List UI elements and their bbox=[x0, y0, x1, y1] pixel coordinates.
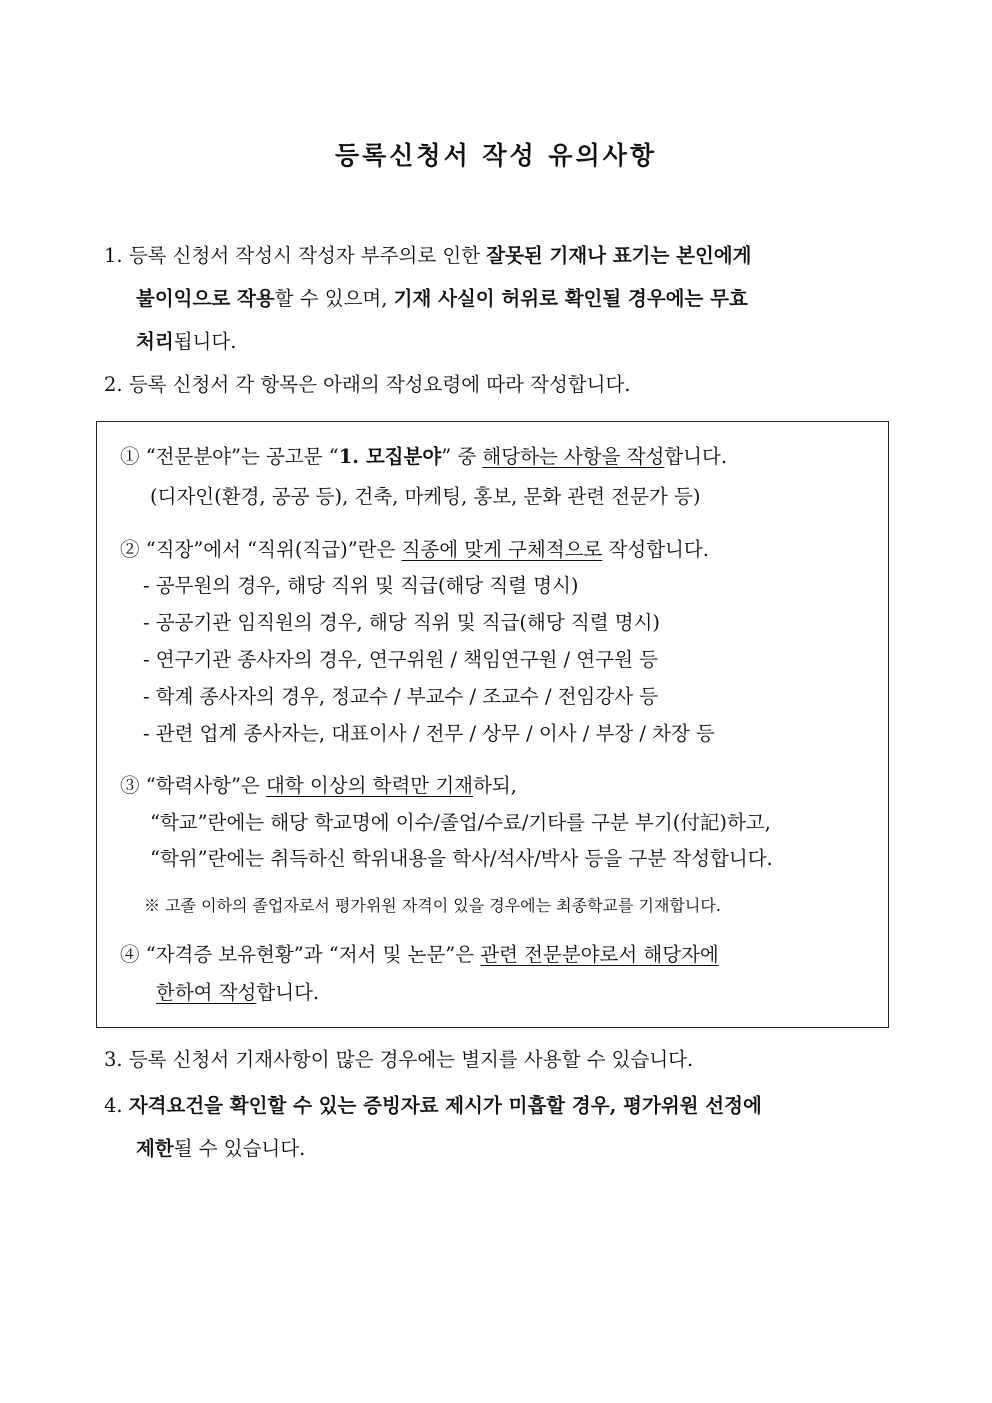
section-3-note: ※ 고졸 이하의 졸업자로서 평가위원 자격이 있을 경우에는 최종학교를 기재합니다. bbox=[144, 896, 721, 915]
section-3-line-1 bbox=[120, 773, 517, 799]
item-2-number: 2. bbox=[104, 373, 123, 396]
section-4-underline-2: 한하여 작성 bbox=[156, 981, 257, 1004]
item-1-emphasis-3: 기재 사실이 허위로 확인될 경우에는 무효 bbox=[393, 287, 748, 310]
section-3-underline: 대학 이상의 학력만 기재 bbox=[266, 774, 473, 797]
item-1-text-3: 됩니다. bbox=[173, 330, 237, 353]
section-1-text-c: ” 중 bbox=[441, 445, 483, 468]
item-4-emphasis-2: 제한 bbox=[136, 1137, 174, 1160]
section-1-text-a: ① “전문분야”는 공고문 “ bbox=[120, 445, 339, 468]
section-1-emphasis: 1. 모집분야 bbox=[338, 445, 442, 468]
item-4-line-2 bbox=[136, 1136, 305, 1162]
item-1-number: 1. bbox=[104, 244, 123, 267]
section-2-item: - 공무원의 경우, 해당 직위 및 직급(해당 직렬 명시) bbox=[143, 574, 579, 597]
item-4-text: 될 수 있습니다. bbox=[173, 1137, 306, 1160]
section-2-underline: 직종에 맞게 구체적으로 bbox=[401, 538, 603, 561]
item-1-line-3 bbox=[136, 329, 236, 355]
section-4-line-1 bbox=[120, 942, 719, 968]
section-4-underline: 관련 전문분야로서 해당자에 bbox=[480, 943, 719, 966]
section-3-text-a: ③ “학력사항”은 bbox=[120, 774, 267, 797]
section-4-text-a: ④ “자격증 보유현황”과 “저서 및 논문”은 bbox=[120, 943, 481, 966]
item-1-emphasis: 잘못된 기재나 표기는 본인에게 bbox=[486, 244, 752, 267]
item-3-line bbox=[104, 1047, 693, 1073]
section-2-item: - 관련 업계 종사자는, 대표이사 / 전무 / 상무 / 이사 / 부장 / 차장 등 bbox=[143, 722, 715, 745]
item-1-text: 등록 신청서 작성시 작성자 부주의로 인한 bbox=[128, 244, 487, 267]
section-2-text-a: ② “직장”에서 “직위(직급)”란은 bbox=[120, 538, 402, 561]
section-2-line-1 bbox=[120, 537, 709, 563]
section-1-line-2: (디자인(환경, 공공 등), 건축, 마케팅, 홍보, 문화 관련 전문가 등) bbox=[150, 485, 701, 508]
item-4-number: 4. bbox=[104, 1094, 123, 1117]
item-2-text: 등록 신청서 각 항목은 아래의 작성요령에 따라 작성합니다. bbox=[128, 373, 631, 396]
section-3-line-3: “학위”란에는 취득하신 학위내용을 학사/석사/박사 등을 구분 작성합니다. bbox=[150, 847, 773, 870]
item-1-line-1 bbox=[104, 243, 751, 269]
item-1-text-2: 할 수 있으며, bbox=[274, 287, 394, 310]
section-2-item: - 공공기관 임직원의 경우, 해당 직위 및 직급(해당 직렬 명시) bbox=[143, 611, 661, 634]
section-4-text-b: 합니다. bbox=[256, 981, 320, 1004]
section-1-text-e: 합니다. bbox=[664, 445, 728, 468]
section-2-item: - 연구기관 종사자의 경우, 연구위원 / 책임연구원 / 연구원 등 bbox=[143, 648, 658, 671]
item-4-line-1 bbox=[104, 1093, 762, 1119]
page-title: 등록신청서 작성 유의사항 bbox=[334, 141, 658, 170]
section-2-text-c: 작성합니다. bbox=[602, 538, 709, 561]
section-3-line-2: “학교”란에는 해당 학교명에 이수/졸업/수료/기타를 구분 부기(付記)하고, bbox=[150, 811, 771, 834]
section-2-item: - 학계 종사자의 경우, 정교수 / 부교수 / 조교수 / 전임강사 등 bbox=[143, 685, 659, 708]
item-2-line bbox=[104, 372, 631, 398]
section-3-text-c: 하되, bbox=[473, 774, 517, 797]
item-1-emphasis-4: 처리 bbox=[136, 330, 174, 353]
item-1-emphasis-2: 불이익으로 작용 bbox=[136, 287, 275, 310]
item-3-number: 3. bbox=[104, 1048, 123, 1071]
item-1-line-2 bbox=[136, 286, 748, 312]
section-4-line-2 bbox=[156, 980, 319, 1006]
item-3-text: 등록 신청서 기재사항이 많은 경우에는 별지를 사용할 수 있습니다. bbox=[128, 1048, 694, 1071]
section-1-underline: 해당하는 사항을 작성 bbox=[482, 445, 665, 468]
item-4-emphasis: 자격요건을 확인할 수 있는 증빙자료 제시가 미흡할 경우, 평가위원 선정에 bbox=[128, 1094, 762, 1117]
section-1-line-1 bbox=[120, 444, 727, 470]
